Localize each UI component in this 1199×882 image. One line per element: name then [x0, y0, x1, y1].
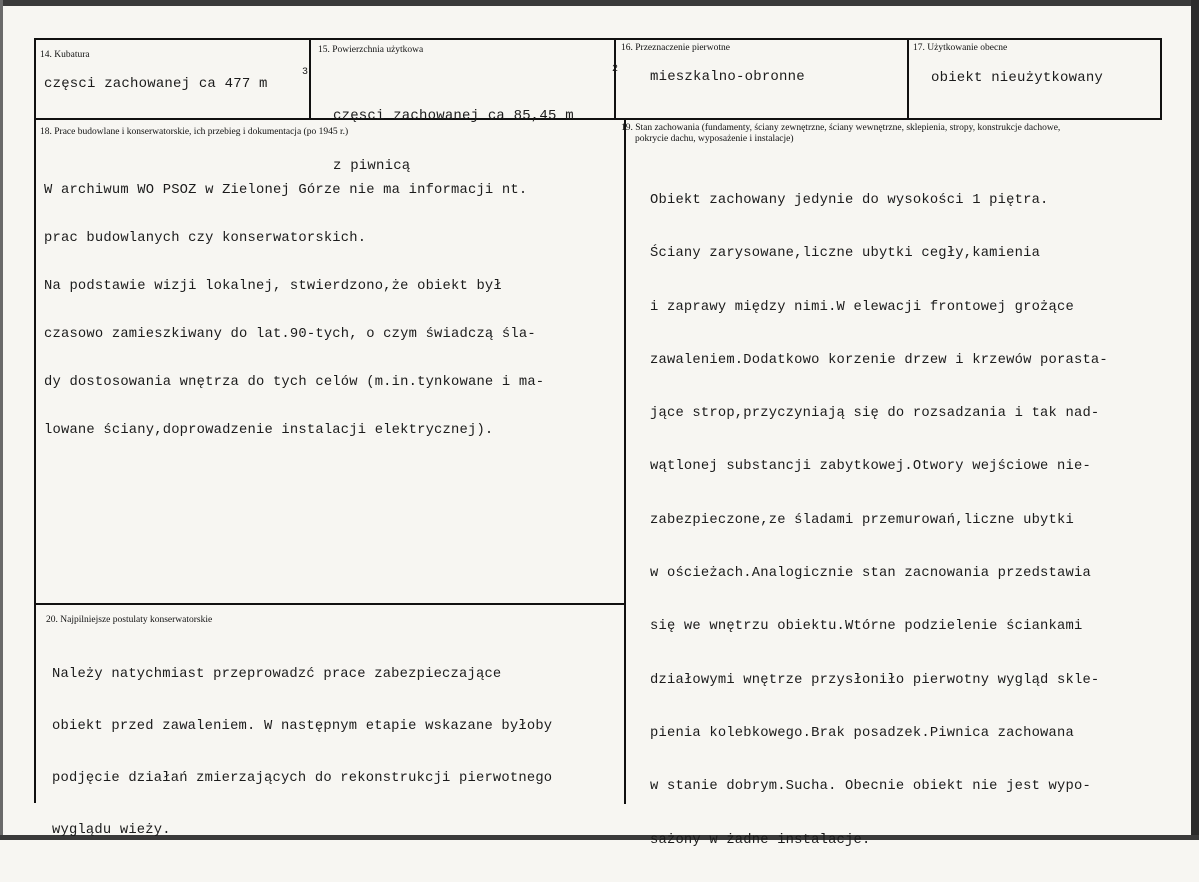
field-15-superscript: 2	[612, 64, 619, 75]
field-19-line: Ściany zarysowane,liczne ubytki cegły,kamienia	[650, 246, 1041, 262]
field-18-text	[44, 152, 544, 470]
field-18-line: prac budowlanych czy konserwatorskich.	[44, 231, 367, 246]
rule-middle	[624, 118, 626, 804]
field-19-text	[650, 159, 1108, 882]
field-19-line: Obiekt zachowany jedynie do wysokości 1 piętra.	[650, 193, 1049, 208]
field-20-line: podjęcie działań zmierzających do rekonstrukcji pierwotnego	[52, 771, 553, 786]
field-18-line: lowane ściany,doprowadzenie instalacji elektrycznej).	[44, 423, 494, 438]
field-16-label: 16. Przeznaczenie pierwotne	[621, 43, 730, 53]
field-20-line: obiekt przed zawaleniem. W następnym etapie wskazane byłoby	[52, 719, 553, 734]
field-19-line: się we wnętrzu obiektu.Wtórne podzielenie ściankami	[650, 619, 1083, 635]
rule-col-15	[309, 38, 311, 118]
field-19-label	[621, 123, 1060, 145]
rule-left	[34, 38, 36, 803]
field-19-line: w stanie dobrym.Sucha. Obecnie obiekt nie jest wypo-	[650, 779, 1091, 795]
field-19-line: zawaleniem.Dodatkowo korzenie drzew i krzewów porasta-	[650, 352, 1108, 368]
field-19-line: sażony w żadne instalacje.	[650, 832, 871, 848]
field-20-text	[52, 634, 552, 872]
scan-edge-top	[0, 0, 1199, 6]
field-19-label-line: pokrycie dachu, wyposażenie i instalacje)	[635, 134, 794, 144]
field-19-line: pienia kolebkowego.Brak posadzek.Piwnica zachowana	[650, 725, 1074, 741]
field-17-value: obiekt nieużytkowany	[931, 70, 1104, 86]
field-20-label: 20. Najpilniejsze postulaty konserwatorskie	[46, 615, 213, 625]
rule-right	[1160, 38, 1162, 118]
field-18-label: 18. Prace budowlane i konserwatorskie, ich przebieg i dokumentacja (po 1945 r.)	[40, 127, 349, 137]
field-20-line: wyglądu wieży.	[52, 823, 171, 838]
scan-edge-right	[1191, 0, 1199, 840]
field-14-label: 14. Kubatura	[40, 50, 90, 60]
field-14-superscript: 3	[302, 67, 309, 78]
field-20-line: Należy natychmiast przeprowadzć prace zabezpieczające	[52, 667, 502, 682]
field-18-line: czasowo zamieszkiwany do lat.90-tych, o czym świadczą śla-	[44, 327, 536, 342]
rule-top-row-bottom	[34, 118, 1162, 120]
rule-top-row-top	[34, 38, 1162, 40]
field-16-value: mieszkalno-obronne	[650, 69, 805, 85]
field-18-line: dy dostosowania wnętrza do tych celów (m.in.tynkowane i ma-	[44, 375, 545, 390]
field-19-line: jące strop,przyczyniają się do rozsadzania i tak nad-	[650, 406, 1100, 422]
field-14-value: częsci zachowanej ca 477 m	[44, 76, 268, 92]
field-19-label-line: 19. Stan zachowania (fundamenty, ściany zewnętrzne, ściany wewnętrzne, sklepienia, stropy, konstrukcje dachowe,	[621, 123, 1061, 133]
field-18-line: W archiwum WO PSOZ w Zielonej Górze nie ma informacji nt.	[44, 183, 528, 198]
field-15-value-line: z piwnicą	[333, 158, 411, 174]
field-19-line: działowymi wnętrze przysłoniło pierwotny wygląd skle-	[650, 672, 1100, 688]
rule-field-20-top	[34, 603, 626, 605]
rule-col-17	[907, 38, 909, 118]
field-19-line: zabezpieczone,ze śladami przemurowań,liczne ubytki	[650, 512, 1074, 528]
field-18-line: Na podstawie wizji lokalnej, stwierdzono,że obiekt był	[44, 279, 502, 294]
field-15-value-line: częsci zachowanej ca 85,45 m	[333, 108, 574, 124]
field-19-line: wątlonej substancji zabytkowej.Otwory wejściowe nie-	[650, 459, 1091, 475]
field-19-line: w ościeżach.Analogicznie stan zacnowania przedstawia	[650, 566, 1091, 582]
rule-col-16	[612, 38, 619, 118]
field-19-line: i zaprawy między nimi.W elewacji frontowej grożące	[650, 299, 1074, 315]
field-17-label: 17. Użytkowanie obecne	[913, 43, 1008, 53]
field-15-label: 15. Powierzchnia użytkowa	[318, 45, 424, 55]
scan-edge-left	[0, 0, 3, 840]
